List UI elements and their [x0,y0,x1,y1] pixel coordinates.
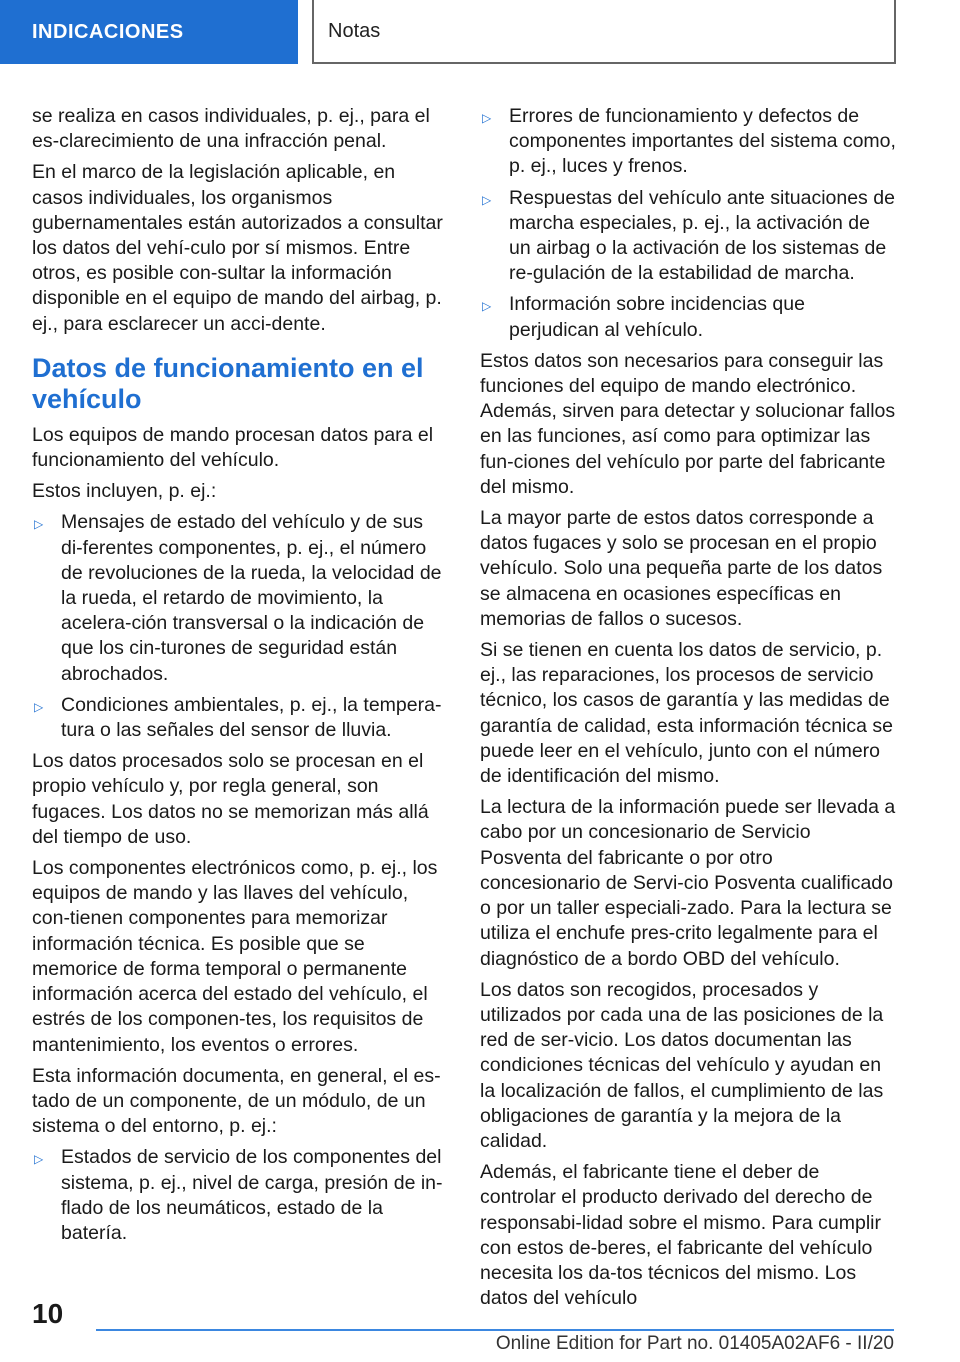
list-item [480,104,896,180]
list-item [32,1145,448,1246]
topic-header [312,0,896,64]
triangle-bullet-icon: ▷ [482,192,492,207]
section-heading: Datos de funcionamiento en el vehículo [32,352,424,414]
paragraph: Los datos son recogidos, procesados y utilizados por cada una de las posiciones de la red de ser‐vicio. Los datos documentan las condiciones técnicas del vehículo y ayudan en la localización de fallos, el cumplimiento de las obligaciones de garantía y la mejora de la calidad. [480,978,884,1152]
footer-divider [96,1329,894,1331]
bullet-list [32,1145,448,1246]
list-item-text: Mensajes de estado del vehículo y de sus di‐ferentes componentes, p. ej., el número de revoluciones de la rueda, la velocidad de la rueda, el retardo de movimiento, la acelera‐ción transversal o la indicación de que los cin‐turones de seguridad están abrochados. [61,511,442,685]
paragraph: se realiza en casos individuales, p. ej., para el es‐clarecimiento de una infracción penal. [32,105,430,153]
list-item [480,292,896,342]
list-item-text: Condiciones ambientales, p. ej., la tempera‐tura o las señales del sensor de lluvia. [61,693,442,742]
list-item [32,693,448,743]
bullet-list [32,510,448,743]
left-column [32,104,448,1252]
triangle-bullet-icon: ▷ [34,517,44,532]
paragraph: En el marco de la legislación aplicable, en casos individuales, los organismos gubernamentales están autorizados a consultar los datos del vehí‐culo por sí mismos. Entre otros, es posible con‐sultar la información disponible en el equipo de mando del airbag, p. ej., para esclarecer un acci‐dente. [32,161,443,335]
bullet-list [480,104,896,343]
paragraph: Los componentes electrónicos como, p. ej., los equipos de mando y las llaves del vehículo, con‐tienen componentes para memorizar información técnica. Es posible que se memorice de forma temporal o permanente información acerca del estado del vehículo, el estrés de los componen‐tes, los requisitos de mantenimiento, los eventos o errores. [32,857,438,1056]
list-item [32,510,448,686]
paragraph: Los equipos de mando procesan datos para el funcionamiento del vehículo. [32,423,434,472]
list-item-text: Errores de funcionamiento y defectos de componentes importantes del sistema como, p. ej., luces y frenos. [509,105,896,178]
right-column [480,104,896,1317]
triangle-bullet-icon: ▷ [34,1152,44,1167]
paragraph: Estos datos son necesarios para conseguir las funciones del equipo de mando electrónico. Además, sirven para detectar y solucionar fallos en las funciones, así como para optimizar las fun‐ciones del vehículo por parte del fabricante del mismo. [480,349,896,498]
triangle-bullet-icon: ▷ [482,299,492,314]
triangle-bullet-icon: ▷ [34,699,44,714]
page-number: 10 [32,1298,64,1329]
topic-title: Notas [328,19,381,42]
paragraph: Los datos procesados solo se procesan en el propio vehículo y, por regla general, son fugaces. Los datos no se memorizan más allá del tiempo de uso. [32,750,429,848]
paragraph: Además, el fabricante tiene el deber de controlar el producto derivado del derecho de responsabi‐lidad sobre el mismo. Para cumplir con estos de‐beres, el fabricante del vehículo necesita los da‐tos técnicos del mismo. Los datos del vehículo [480,1161,881,1310]
paragraph: La lectura de la información puede ser llevada a cabo por un concesionario de Servicio Posventa del fabricante o por otro concesionario de Servi‐cio Posventa cualificado o por un taller especiali‐zado. Para la lectura se utiliza el enchufe pres‐crito legalmente para el diagnóstico de a bordo OBD del vehículo. [480,796,896,970]
paragraph: Esta información documenta, en general, el es‐tado de un componente, de un módulo, de un sistema o del entorno, p. ej.: [32,1064,441,1138]
paragraph: La mayor parte de estos datos corresponde a datos fugaces y solo se procesan en el propio vehículo. Solo una pequeña parte de los datos se almacena en ocasiones específicas en memorias de fallos o sucesos. [480,507,883,630]
list-item-text: Información sobre incidencias que perjudican al vehículo. [509,293,805,341]
list-item-text: Estados de servicio de los componentes del sistema, p. ej., nivel de carga, presión de in‐flado de los neumáticos, estado de la batería. [61,1146,443,1244]
list-item-text: Respuestas del vehículo ante situaciones de marcha especiales, p. ej., la activación de un airbag o la activación de los sistemas de re‐gulación de la estabilidad de marcha. [509,186,895,285]
paragraph: Estos incluyen, p. ej.: [32,480,217,503]
paragraph: Si se tienen en cuenta los datos de servicio, p. ej., las reparaciones, los procesos de servicio técnico, los casos de garantía y las medidas de garantía de calidad, esta información técnica se puede leer en el vehículo, junto con el número de identificación del mismo. [480,639,893,788]
section-tab [0,0,298,64]
section-title: INDICACIONES [32,20,184,43]
triangle-bullet-icon: ▷ [482,111,492,125]
list-item [480,186,896,287]
edition-footer: Online Edition for Part no. 01405A02AF6 - II/20 [495,1333,894,1354]
